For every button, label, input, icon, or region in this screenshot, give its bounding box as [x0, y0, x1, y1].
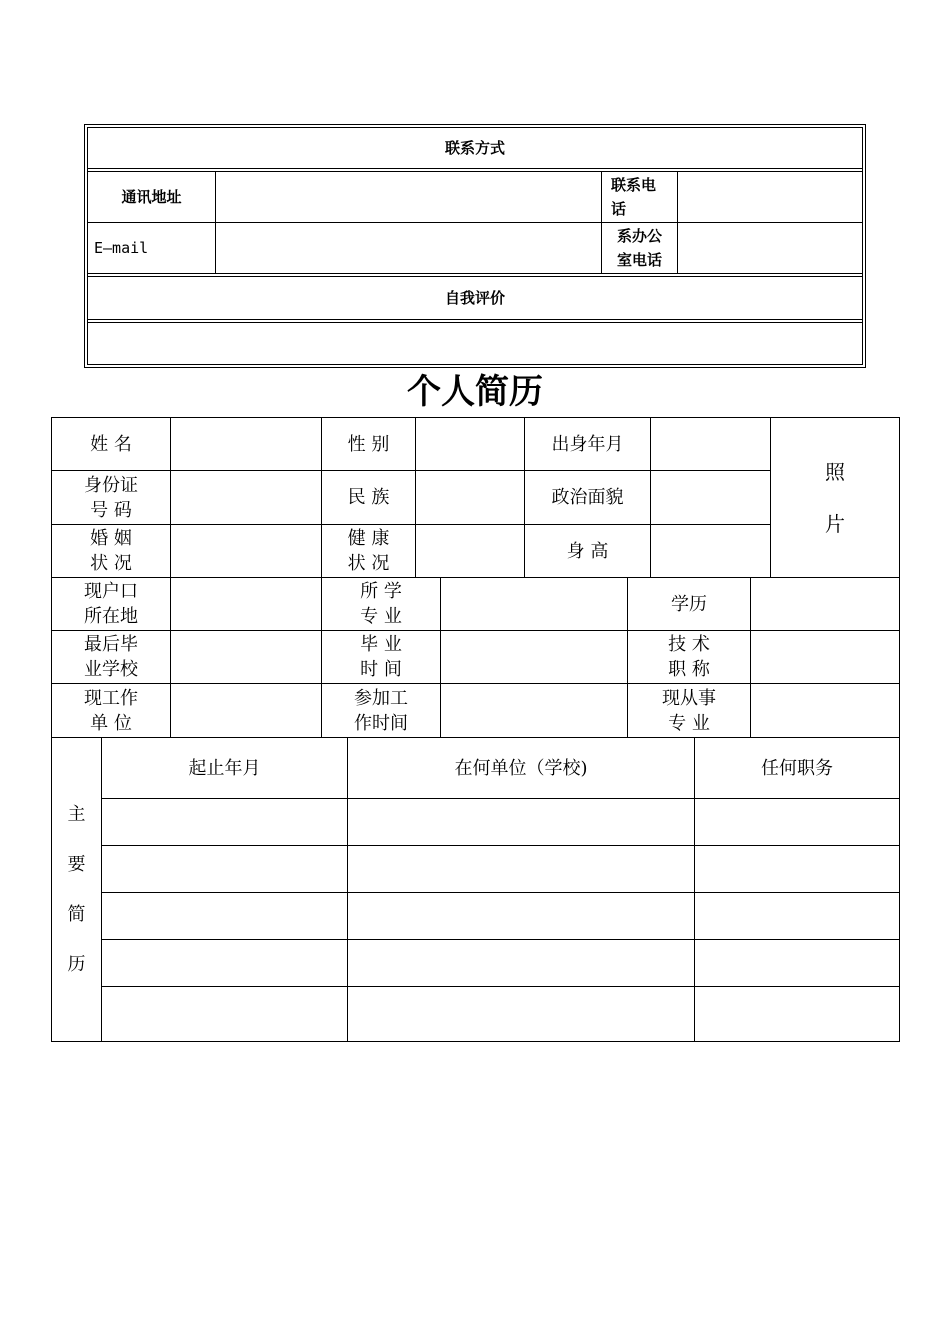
contact-header: 联系方式	[444, 139, 505, 157]
address-field[interactable]	[216, 172, 601, 222]
history-row[interactable]	[102, 846, 899, 892]
marital-field[interactable]	[171, 525, 321, 577]
height-field[interactable]	[651, 525, 770, 577]
phone-field[interactable]	[678, 172, 862, 222]
birth-label: 出身年月	[551, 433, 624, 455]
photo-label[interactable]: 照 片	[825, 459, 845, 536]
ethnicity-field[interactable]	[416, 471, 524, 524]
history-header-unit: 在何单位（学校)	[454, 757, 588, 779]
marital-label: 婚 姻 状 况	[90, 528, 132, 574]
gender-label: 性 别	[347, 433, 390, 455]
birth-field[interactable]	[651, 418, 770, 470]
health-label: 健 康 状 况	[347, 528, 390, 574]
title-label: 技 术 职 称	[668, 634, 710, 680]
history-header-dates: 起止年月	[188, 757, 261, 779]
history-label: 主 要 简 历	[67, 804, 86, 975]
education-label: 学历	[671, 593, 707, 615]
self-eval-header: 自我评价	[444, 289, 505, 307]
office-phone-field[interactable]	[678, 223, 862, 273]
self-eval-field[interactable]	[88, 323, 862, 364]
ethnicity-label: 民 族	[347, 487, 390, 508]
history-row[interactable]	[102, 799, 899, 845]
major-label: 所 学 专 业	[360, 581, 402, 627]
grad-time-label: 毕 业 时 间	[360, 634, 402, 680]
current-field-label: 现从事 专 业	[662, 687, 716, 734]
page-title: 个人简历	[407, 372, 543, 412]
name-label: 姓 名	[90, 433, 132, 455]
office-phone-label: 系办公 室电话	[616, 227, 662, 269]
work-start-field[interactable]	[441, 684, 627, 737]
hukou-label: 现户口 所在地	[84, 581, 138, 627]
history-header-role: 任何职务	[761, 757, 833, 779]
hukou-field[interactable]	[171, 578, 321, 630]
school-label: 最后毕 业学校	[84, 634, 138, 680]
political-label: 政治面貌	[551, 487, 624, 508]
id-field[interactable]	[171, 471, 321, 524]
major-field[interactable]	[441, 578, 627, 630]
political-field[interactable]	[651, 471, 770, 524]
email-field[interactable]	[216, 223, 601, 273]
work-unit-field[interactable]	[171, 684, 321, 737]
history-row[interactable]	[102, 940, 899, 986]
school-field[interactable]	[171, 631, 321, 683]
title-field[interactable]	[751, 631, 899, 683]
education-field[interactable]	[751, 578, 899, 630]
health-field[interactable]	[416, 525, 524, 577]
phone-label: 联系电 话	[611, 176, 657, 218]
id-label: 身份证 号 码	[84, 474, 138, 521]
address-label: 通讯地址	[121, 188, 182, 206]
grad-time-field[interactable]	[441, 631, 627, 683]
height-label: 身 高	[566, 540, 609, 562]
email-label: E—mail	[94, 238, 149, 257]
work-unit-label: 现工作 单 位	[84, 687, 138, 734]
name-field[interactable]	[171, 418, 321, 470]
history-row[interactable]	[102, 893, 899, 939]
history-row[interactable]	[102, 987, 899, 1041]
gender-field[interactable]	[416, 418, 524, 470]
current-field-field[interactable]	[751, 684, 899, 737]
work-start-label: 参加工 作时间	[354, 687, 408, 734]
